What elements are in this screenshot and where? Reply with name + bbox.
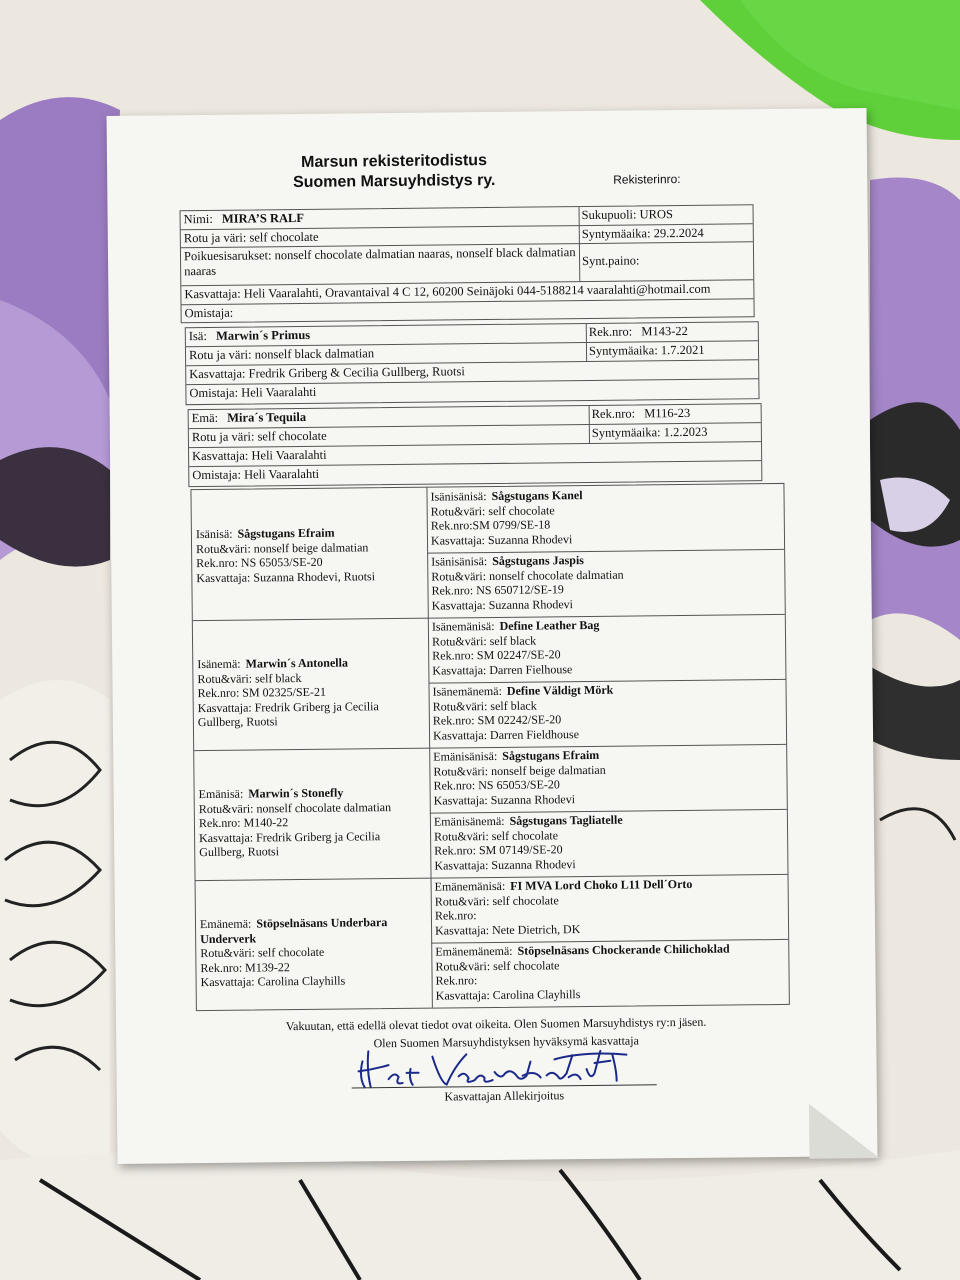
great-grandparent-detail: Rek.nro:: [435, 973, 478, 988]
registration-certificate: [107, 108, 878, 1164]
great-grandparent-detail: Rotu&väri: nonself chocolate dalmatian: [431, 567, 624, 584]
sire-label: Isä:: [188, 328, 207, 344]
grandparent-detail: Rek.nro: M139-22: [200, 959, 290, 975]
sire-owner: Heli Vaaralahti: [241, 384, 317, 400]
grandparent-entry: [196, 913, 432, 992]
breed-label: Rotu ja väri:: [183, 230, 247, 246]
great-grandparent-entry: [426, 484, 784, 550]
great-grandparent-entry: [427, 549, 785, 615]
great-grandparent-name: Define Leather Bag: [499, 617, 600, 633]
grandparent-detail: Gullberg, Ruotsi: [197, 714, 278, 730]
sire-name: Marwin´s Primus: [215, 327, 311, 343]
breed-value: self chocolate: [249, 229, 319, 245]
grandparent-entry: [193, 653, 429, 732]
sire-birth-label: Syntymäaika:: [588, 343, 658, 358]
page-fold: [809, 1103, 880, 1159]
great-grandparent-entry: [428, 614, 786, 680]
sire-reg-label: Rek.nro:: [588, 324, 633, 339]
sire-breed-label: Rotu ja väri:: [188, 347, 252, 363]
grandparent-entry: [192, 523, 428, 587]
dam-birth-label: Syntymäaika:: [591, 425, 661, 440]
sex-label: Sukupuoli:: [581, 207, 637, 223]
dam-breeder-label: Kasvattaja:: [192, 448, 249, 464]
breeder-value: Heli Vaaralahti, Oravantaival 4 C 12, 60200 Seinäjoki 044-5188214 vaaralahti@hotmail.com: [243, 281, 711, 301]
great-grandparent-detail: Kasvattaja: Suzanna Rhodevi: [431, 596, 574, 613]
grandparent-name: Marwin´s Stonefly: [248, 785, 344, 801]
great-grandparent-entry: [431, 939, 789, 1005]
grandparent-label: Emänemä:: [199, 916, 252, 932]
grandparent-detail: Rek.nro: M140-22: [198, 815, 289, 831]
dam-label: Emä:: [191, 410, 219, 426]
great-grandparent-name: Stöpselnäsans Chockerande Chilichoklad: [517, 941, 730, 958]
great-grandparent-detail: Rek.nro: SM 02242/SE-20: [432, 712, 562, 728]
sex-value: UROS: [639, 207, 674, 222]
siblings-label: Poikuesisarukset:: [183, 248, 272, 264]
dam-birth: 1.2.2023: [663, 424, 708, 440]
dam-breed-label: Rotu ja väri:: [191, 429, 255, 445]
dam-breeder: Heli Vaaralahti: [251, 447, 327, 463]
great-grandparent-detail: Rek.nro:SM 0799/SE-18: [430, 517, 551, 533]
great-grandparent-detail: Kasvattaja: Suzanna Rhodevi: [430, 531, 573, 548]
great-grandparent-name: Sågstugans Kanel: [491, 488, 583, 503]
grandparent-detail: Rotu&väri: self black: [197, 670, 302, 686]
great-grandparent-label: Isänisänisä:: [431, 554, 488, 569]
sire-breed: nonself black dalmatian: [254, 346, 375, 362]
grandparent-detail: Kasvattaja: Fredrik Griberg ja Cecilia: [199, 828, 381, 845]
great-grandparent-detail: Kasvattaja: Suzanna Rhodevi: [434, 856, 576, 873]
great-grandparent-label: Emänisänemä:: [433, 813, 505, 829]
great-grandparent-label: Emänisänisä:: [433, 748, 498, 764]
great-grandparent-label: Isänisänisä:: [430, 489, 487, 504]
grandparent-detail: Kasvattaja: Fredrik Griberg ja Cecilia: [197, 698, 379, 715]
siblings-value: nonself chocolate dalmatian naaras, nonself black dalmatian naaras: [184, 245, 576, 279]
great-grandparent-detail: Rotu&väri: self chocolate: [434, 827, 559, 844]
great-grandparent-name: FI MVA Lord Choko L11 Dell´Orto: [510, 876, 693, 893]
grandparent-detail: Rek.nro: SM 02325/SE-21: [197, 684, 326, 701]
great-grandparent-detail: Rotu&väri: self chocolate: [435, 957, 560, 974]
grandparent-label: Isänisä:: [195, 526, 233, 542]
grandparent-entry: [195, 783, 431, 862]
sire-breeder: Fredrik Griberg & Cecilia Gullberg, Ruotsi: [248, 364, 465, 381]
great-grandparent-entry: [431, 874, 789, 940]
great-grandparent-label: Isänemänemä:: [432, 683, 502, 699]
great-grandparent-detail: Rek.nro: SM 07149/SE-20: [434, 842, 563, 858]
grandparent-detail: Gullberg, Ruotsi: [199, 844, 280, 860]
grandparent-detail: Rek.nro: NS 65053/SE-20: [196, 554, 323, 571]
great-grandparent-name: Define Väldigt Mörk: [506, 682, 614, 698]
great-grandparent-label: Emänemänisä:: [434, 878, 506, 894]
approved-breeder-text: Olen Suomen Marsuyhdistyksen hyväksymä kasvattaja: [373, 1033, 639, 1051]
certificate-title: Marsun rekisteritodistus: [301, 152, 488, 171]
great-grandparent-detail: Rek.nro: SM 02247/SE-20: [432, 647, 561, 663]
great-grandparent-name: Sågstugans Efraim: [502, 747, 600, 763]
great-grandparent-detail: Kasvattaja: Suzanna Rhodevi: [433, 791, 576, 808]
grandparent-detail: Rotu&väri: nonself beige dalmatian: [195, 539, 369, 556]
dam-owner-label: Omistaja:: [192, 467, 241, 483]
association-name: Suomen Marsuyhdistys ry.: [292, 171, 496, 192]
declaration-text: Vakuutan, että edellä olevat tiedot ovat oikeita. Olen Suomen Marsuyhdistys ry:n jäsen.: [285, 1014, 707, 1034]
grandparent-name: Marwin´s Antonella: [245, 655, 348, 671]
signature-caption: Kasvattajan Allekirjoitus: [444, 1088, 565, 1104]
dam-breed: self chocolate: [257, 428, 327, 444]
owner-label: Omistaja:: [184, 305, 234, 321]
great-grandparent-detail: Kasvattaja: Nete Dietrich, DK: [435, 921, 581, 938]
great-grandparent-detail: Rotu&väri: self black: [431, 633, 537, 649]
pedigree-table: [190, 483, 789, 1011]
great-grandparent-detail: Rotu&väri: self chocolate: [430, 502, 555, 519]
dam-reg: M116-23: [644, 405, 691, 421]
dam-name: Mira´s Tequila: [227, 409, 307, 425]
great-grandparent-label: Isänemänisä:: [431, 618, 495, 634]
birth-value: 29.2.2024: [653, 225, 704, 241]
grandparent-name: Stöpselnäsans Underbara Underverk: [200, 915, 388, 946]
grandparent-detail: Kasvattaja: Carolina Clayhills: [200, 973, 346, 990]
great-grandparent-entry: [428, 679, 786, 745]
grandparent-detail: Kasvattaja: Suzanna Rhodevi, Ruotsi: [196, 568, 376, 585]
great-grandparent-detail: Rotu&väri: self black: [432, 698, 537, 714]
weight-label: Synt.paino:: [582, 253, 640, 269]
grandparent-label: Isänemä:: [197, 656, 241, 672]
grandparent-detail: Rotu&väri: nonself chocolate dalmatian: [198, 799, 392, 816]
great-grandparent-detail: Kasvattaja: Carolina Clayhills: [435, 986, 581, 1003]
great-grandparent-entry: [429, 744, 787, 810]
great-grandparent-name: Sågstugans Jaspis: [492, 553, 585, 568]
dam-table: [188, 403, 763, 487]
grandparent-detail: Rotu&väri: self chocolate: [200, 944, 325, 961]
great-grandparent-detail: Rotu&väri: self chocolate: [434, 892, 559, 909]
great-grandparent-name: Sågstugans Tagliatelle: [509, 812, 623, 828]
dam-owner: Heli Vaaralahti: [243, 466, 320, 482]
great-grandparent-detail: Rek.nro:: [434, 908, 477, 923]
great-grandparent-detail: Kasvattaja: Darren Fieldhouse: [432, 726, 580, 743]
sire-birth: 1.7.2021: [660, 342, 705, 358]
birth-label: Syntymäaika:: [581, 226, 651, 242]
great-grandparent-detail: Rek.nro: NS 65053/SE-20: [433, 777, 560, 793]
animal-info-table: [180, 204, 755, 323]
sire-table: [185, 321, 760, 405]
grandparent-name: Sågstugans Efraim: [237, 525, 335, 541]
breeder-label: Kasvattaja:: [184, 286, 241, 302]
great-grandparent-detail: Kasvattaja: Darren Fielhouse: [432, 661, 573, 678]
great-grandparent-label: Emänemänemä:: [435, 943, 513, 959]
sire-owner-label: Omistaja:: [189, 385, 239, 401]
dam-reg-label: Rek.nro:: [591, 406, 636, 421]
great-grandparent-detail: Rotu&väri: nonself beige dalmatian: [433, 762, 606, 779]
great-grandparent-detail: Rek.nro: NS 650712/SE-19: [431, 582, 564, 598]
grandparent-label: Emänisä:: [198, 786, 244, 802]
great-grandparent-entry: [430, 809, 788, 875]
animal-name: MIRA’S RALF: [221, 210, 305, 226]
name-label: Nimi:: [183, 211, 213, 227]
sire-reg: M143-22: [641, 323, 688, 339]
sire-breeder-label: Kasvattaja:: [189, 366, 246, 382]
registration-number-label: Rekisterinro:: [613, 172, 681, 187]
